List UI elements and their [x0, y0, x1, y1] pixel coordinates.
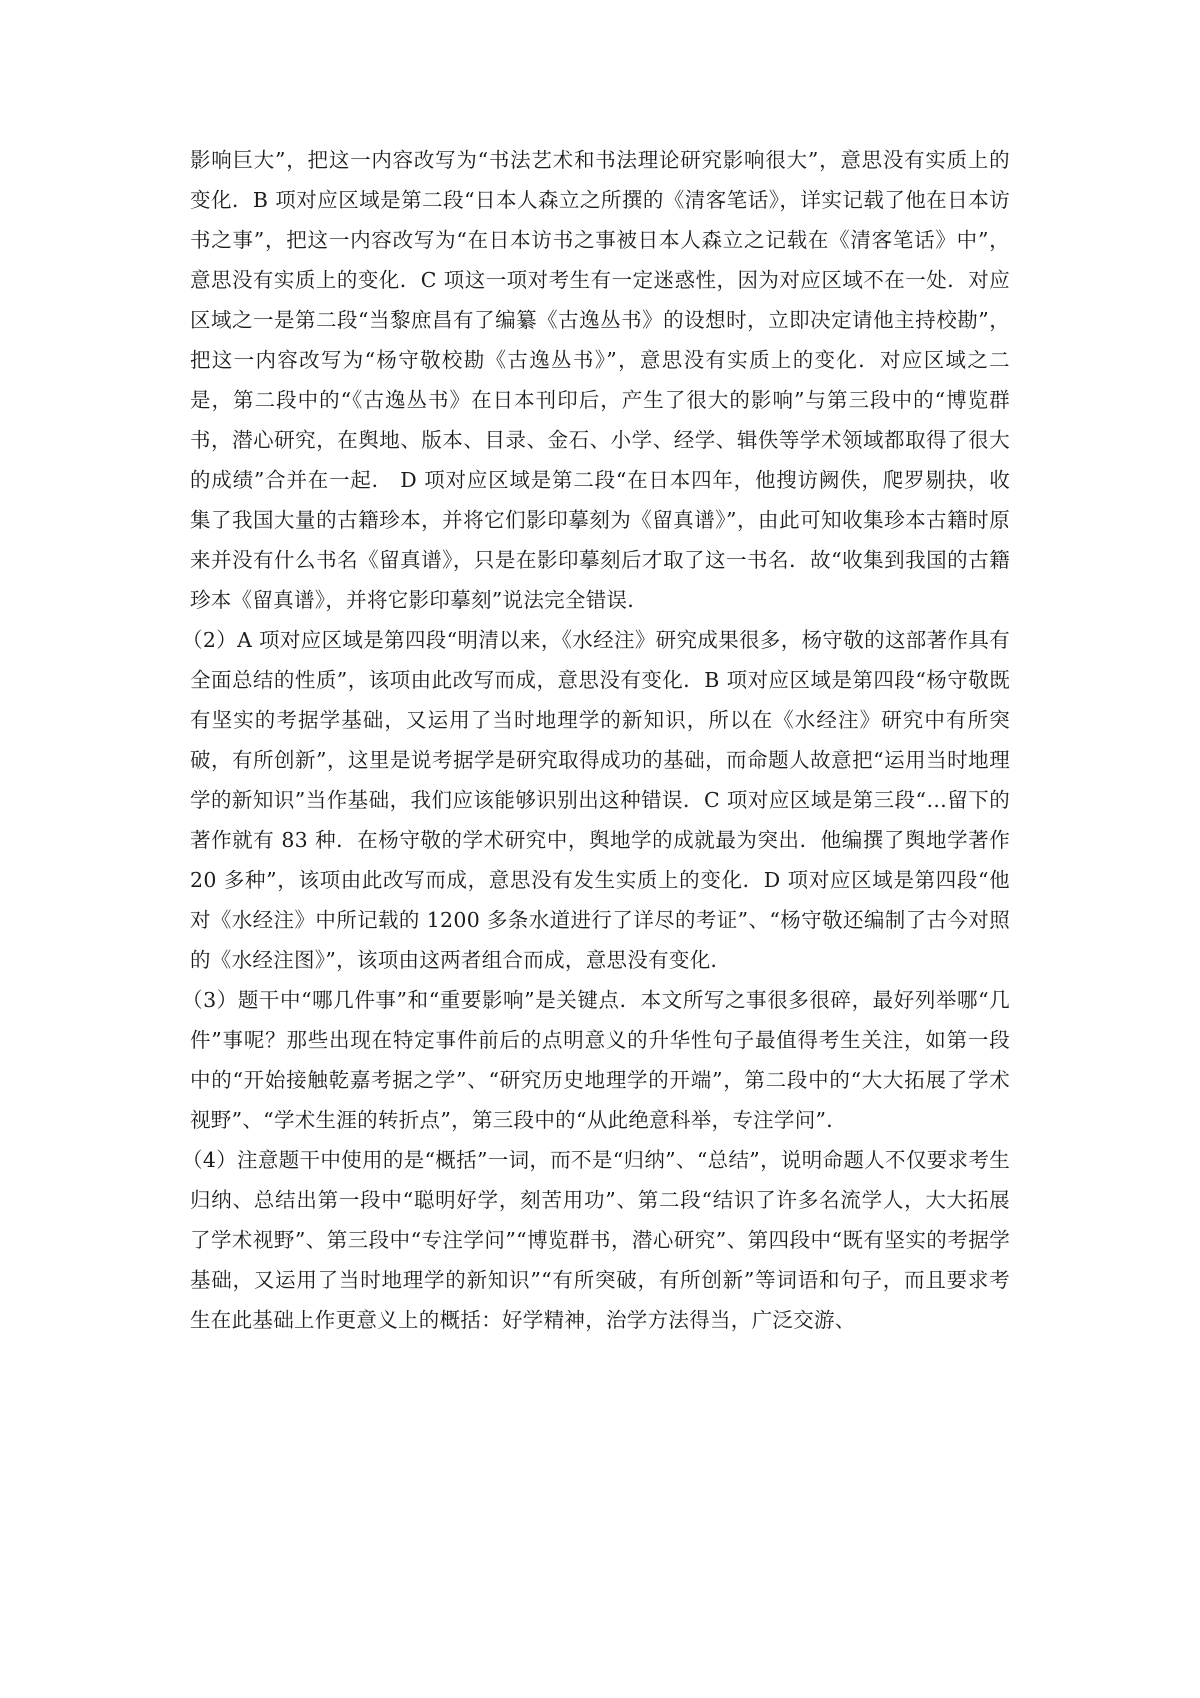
paragraph-answer-4: （4）注意题干中使用的是“概括”一词，而不是“归纳”、“总结”，说明命题人不仅要求考生归纳、总结出第一段中“聪明好学，刻苦用功”、第二段“结识了许多名流学人，大大拓展了学术视野”、第三段中“专注学问”“博览群书，潜心研究”、第四段中“既有坚实的考据学基础，又运用了当时地理学的新知识”“有所突破，有所创新”等词语和句子，而且要求考生在此基础上作更意义上的概括：好学精神，治学方法得当，广泛交游、: [182, 1148, 1010, 1332]
paragraph-answer-1-continued: 影响巨大”，把这一内容改写为“书法艺术和书法理论研究影响很大”，意思没有实质上的变化．B 项对应区域是第二段“日本人森立之所撰的《清客笔话》，详实记载了他在日本访书之事”，把这一内容改写为“在日本访书之事被日本人森立之记载在《清客笔话》中”，意思没有实质上的变化．C 项这一项对考生有一定迷惑性，因为对应区域不在一处．对应区域之一是第二段“当黎庶昌有了编纂《古逸丛书》的设想时，立即决定请他主持校勘”，把这一内容改写为“杨守敬校勘《古逸丛书》”，意思没有实质上的变化．对应区域之二是，第二段中的“《古逸丛书》在日本刊印后，产生了很大的影响”与第三段中的“博览群书，潜心研究，在舆地、版本、目录、金石、小学、经学、辑佚等学术领域都取得了很大的成绩”合并在一起． D 项对应区域是第二段“在日本四年，他搜访阙佚，爬罗剔抉，收集了我国大量的古籍珍本，并将它们影印摹刻为《留真谱》”，由此可知收集珍本古籍时原来并没有什么书名《留真谱》，只是在影印摹刻后才取了这一书名．故“收集到我国的古籍珍本《留真谱》，并将它影印摹刻”说法完全错误．: [190, 148, 1010, 612]
document-body: [182, 140, 1010, 1340]
paragraph-answer-3: （3）题干中“哪几件事”和“重要影响”是关键点．本文所写之事很多很碎，最好列举哪“几件”事呢？那些出现在特定事件前后的点明意义的升华性句子最值得考生关注，如第一段中的“开始接触乾嘉考据之学”、“研究历史地理学的开端”，第二段中的“大大拓展了学术视野”、“学术生涯的转折点”，第三段中的“从此绝意科举，专注学问”．: [182, 988, 1010, 1132]
paragraph-answer-2: （2）A 项对应区域是第四段“明清以来，《水经注》研究成果很多，杨守敬的这部著作具有全面总结的性质”，该项由此改写而成，意思没有变化．B 项对应区域是第四段“杨守敬既有坚实的考据学基础，又运用了当时地理学的新知识，所以在《水经注》研究中有所突破，有所创新”，这里是说考据学是研究取得成功的基础，而命题人故意把“运用当时地理学的新知识”当作基础，我们应该能够识别出这种错误．C 项对应区域是第三段“…留下的著作就有 83 种．在杨守敬的学术研究中，舆地学的成就最为突出．他编撰了舆地学著作 20 多种”，该项由此改写而成，意思没有发生实质上的变化．D 项对应区域是第四段“他对《水经注》中所记载的 1200 多条水道进行了详尽的考证”、“杨守敬还编制了古今对照的《水经注图》”，该项由这两者组合而成，意思没有变化．: [182, 628, 1010, 972]
